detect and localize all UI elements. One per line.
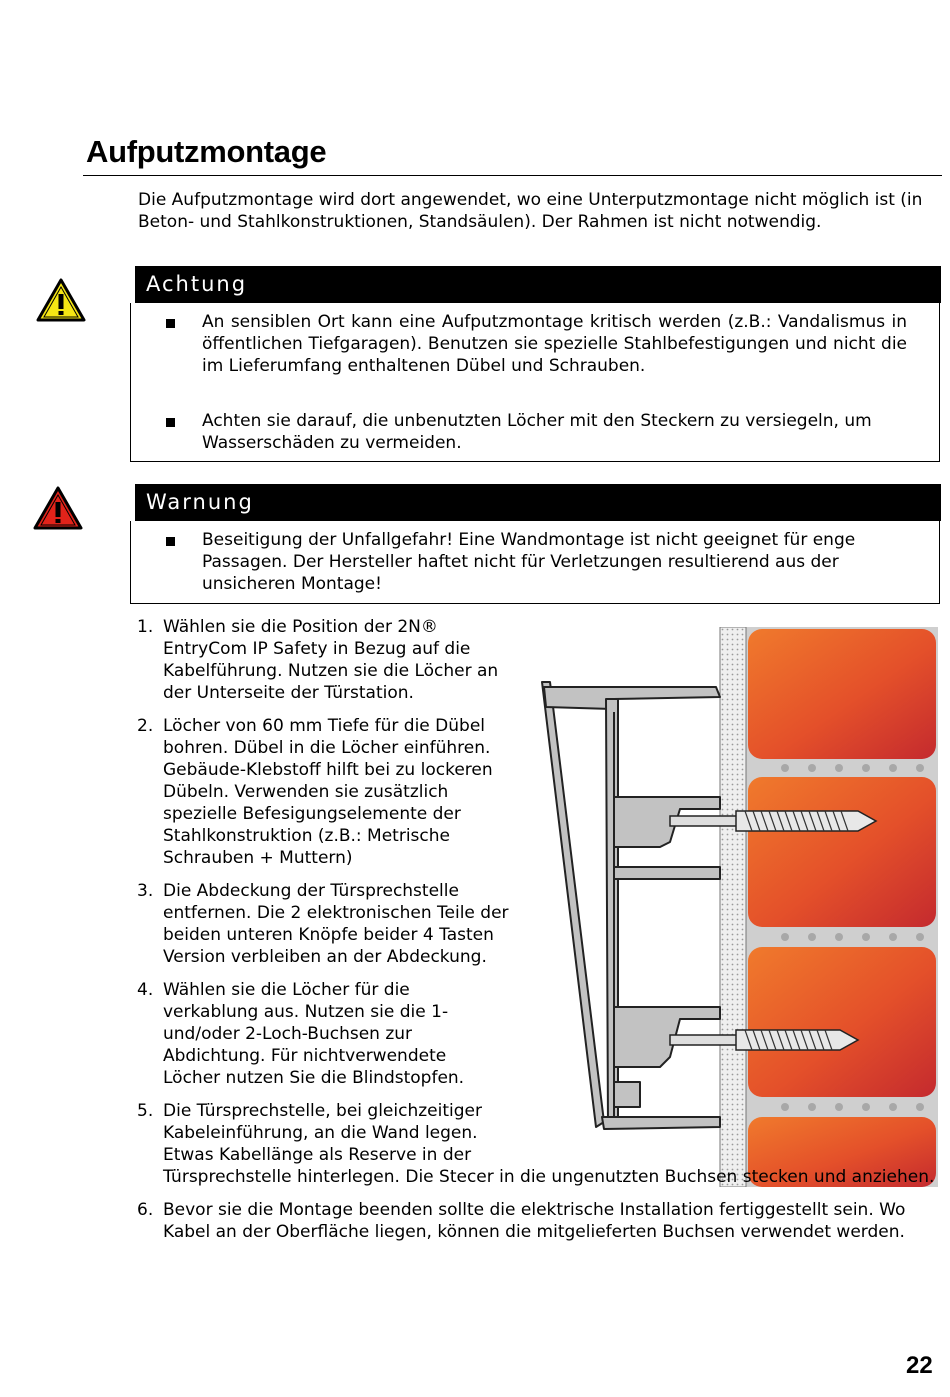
bullet-square-icon <box>166 418 175 427</box>
warning-icon <box>33 486 83 530</box>
step-number: 2. <box>137 716 154 736</box>
step-text <box>163 1100 943 1188</box>
intro-paragraph: Die Aufputzmontage wird dort angewendet, wo eine Unterputzmontage nicht möglich ist (in Beton- und Stahlkonstruktionen, Standsäulen). Der Rahmen ist nicht notwendig. <box>138 190 923 232</box>
step-item <box>137 880 533 968</box>
bullet-square-icon <box>166 537 175 546</box>
step-text: Wählen sie die Position der 2N® EntryCom IP Safety in Bezug auf die Kabelführung. Nutzen sie die Löcher an der Unterseite der Türstation. <box>163 617 499 703</box>
step-item <box>137 1100 943 1188</box>
warning-box <box>130 521 940 604</box>
step-number: 5. <box>137 1101 154 1121</box>
caution-icon <box>36 278 86 322</box>
warning-heading: Warnung <box>135 484 941 521</box>
step-item <box>137 1199 943 1243</box>
title-rule <box>83 175 942 176</box>
caution-box <box>130 303 940 462</box>
step-text: Löcher von 60 mm Tiefe für die Dübel bohren. Dübel in die Löcher einführen. Gebäude-Klebstoff hilft bei zu lockeren Dübeln. Verwenden sie zusätzlich spezielle Befesigungselemente der Stahlkonstruktion (z.B.: Metrische Schrauben + Muttern) <box>163 716 493 868</box>
step-item <box>137 616 523 704</box>
step-number: 6. <box>137 1200 154 1220</box>
step-number: 1. <box>137 617 154 637</box>
caution-item-text: An sensiblen Ort kann eine Aufputzmontage kritisch werden (z.B.: Vandalismus in öffentlichen Tiefgaragen). Benutzen sie spezielle Stahlbefestigungen und nicht die im Lieferumfang enthaltenen Dübel und Schrauben. <box>202 312 907 376</box>
step-5-text: Die Türsprechstelle, bei gleichzeitiger Kabeleinführung, an die Wand legen. Etwas Kabellänge als Reserve in der Türsprechstelle hinterlegen. Die Stecer in die ungenutzten Buchsen stecken und anziehen. <box>163 1101 935 1187</box>
steps-list <box>137 616 937 1254</box>
figure-float-spacer <box>523 1100 943 1166</box>
page-title: Aufputzmontage <box>86 134 327 169</box>
bullet-square-icon <box>166 319 175 328</box>
warning-item-text: Beseitigung der Unfallgefahr! Eine Wandmontage ist nicht geeignet für enge Passagen. Der Hersteller haftet nicht für Verletzungen resultierend aus der unsicheren Montage! <box>202 530 856 594</box>
step-text: Die Abdeckung der Türsprechstelle entfernen. Die 2 elektronischen Teile der beiden unteren Knöpfe beider 4 Tasten Version verbleiben an der Abdeckung. <box>163 881 509 967</box>
step-number: 4. <box>137 980 154 1000</box>
step-text: Bevor sie die Montage beenden sollte die elektrische Installation fertiggestellt sein. Wo Kabel an der Oberfläche liegen, können die mitgelieferten Buchsen verwendet werden. <box>163 1200 906 1242</box>
step-number: 3. <box>137 881 154 901</box>
step-item <box>137 979 508 1089</box>
step-text: Wählen sie die Löcher für die verkablung aus. Nutzen sie die 1- und/oder 2-Loch-Buchsen zur Abdichtung. Für nichtverwendete Löcher nutzen Sie die Blindstopfen. <box>163 980 465 1088</box>
page-number: 22 <box>906 1352 933 1379</box>
caution-heading: Achtung <box>135 266 941 303</box>
step-item <box>137 715 523 869</box>
caution-item-text: Achten sie darauf, die unbenutzten Löcher mit den Steckern zu versiegeln, um Wasserschäden zu vermeiden. <box>202 411 872 453</box>
